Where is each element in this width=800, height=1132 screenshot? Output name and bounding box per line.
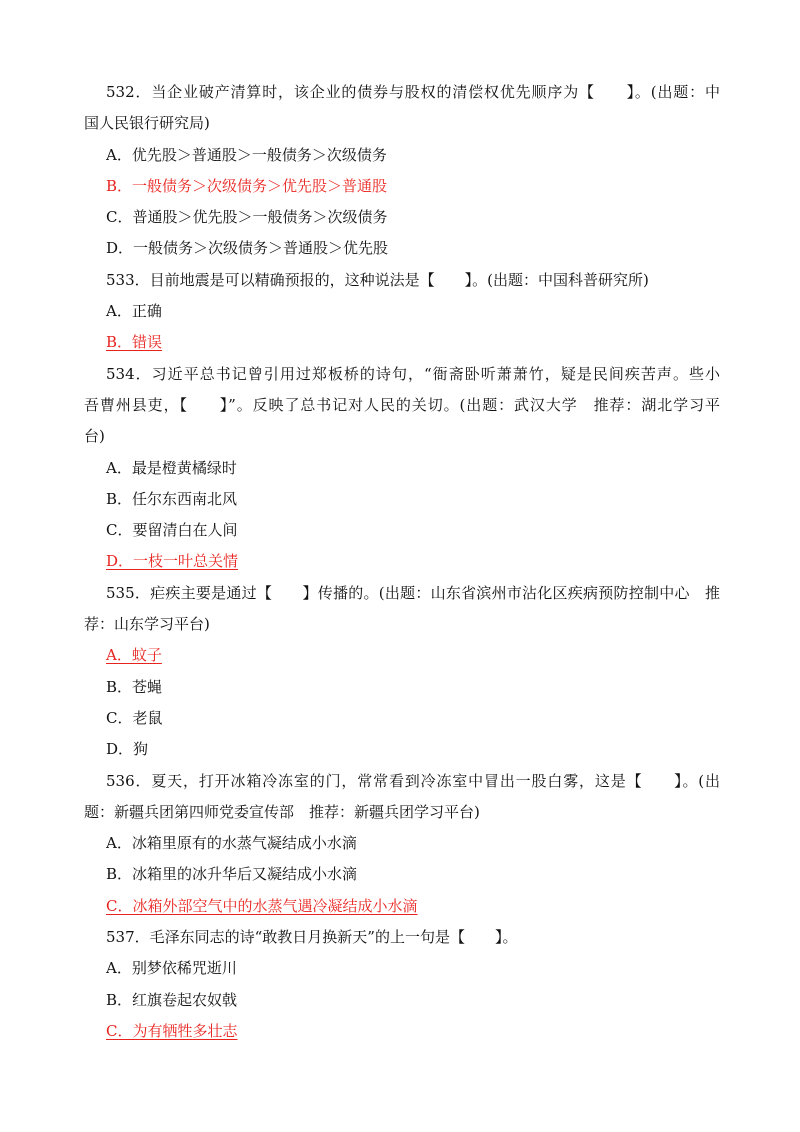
question-537-option-b: B．红旗卷起农奴戟 xyxy=(106,990,238,1009)
question-537-text: 537．毛泽东同志的诗“敢教日月换新天”的上一句是【 】。 xyxy=(106,928,518,947)
question-535-text: 535．疟疾主要是通过【 】传播的。(出题：山东省滨州市沾化区疾病预防控制中心 推 xyxy=(106,583,720,602)
question-535-option-d: D．狗 xyxy=(106,740,149,759)
question-534-option-d-answer: D．一枝一叶总关情 xyxy=(106,552,239,571)
question-536-option-b: B．冰箱里的冰升华后又凝结成小水滴 xyxy=(106,865,358,884)
question-536-text-cont: 题：新疆兵团第四师党委宣传部 推荐：新疆兵团学习平台) xyxy=(84,802,480,821)
question-535-option-b: B．苍蝇 xyxy=(106,677,163,696)
question-533-option-a: A．正确 xyxy=(106,302,162,321)
question-532-option-b-answer: B．一般债务＞次级债务＞优先股＞普通股 xyxy=(106,176,388,195)
question-532-option-c: C．普通股＞优先股＞一般债务＞次级债务 xyxy=(106,208,388,227)
question-536-option-c-answer: C．冰箱外部空气中的水蒸气遇冷凝结成小水滴 xyxy=(106,896,418,915)
question-536-option-a: A．冰箱里原有的水蒸气凝结成小水滴 xyxy=(106,834,357,853)
question-537-option-c-answer: C．为有牺牲多壮志 xyxy=(106,1021,238,1040)
question-533-option-b-answer: B．错误 xyxy=(106,333,163,352)
question-535-text-cont: 荐：山东学习平台) xyxy=(84,615,210,634)
question-536-text: 536．夏天，打开冰箱冷冻室的门，常常看到冷冻室中冒出一股白雾，这是【 】。(出 xyxy=(106,771,720,790)
question-532-option-d: D．一般债务＞次级债务＞普通股＞优先股 xyxy=(106,239,389,258)
question-537-option-a: A．别梦依稀咒逝川 xyxy=(106,959,237,978)
question-534-option-c: C．要留清白在人间 xyxy=(106,521,238,540)
question-534-text-cont-2: 台) xyxy=(84,427,105,446)
question-534-text: 534．习近平总书记曾引用过郑板桥的诗句，“衙斋卧听萧萧竹，疑是民间疾苦声。些小 xyxy=(106,364,720,383)
question-535-option-c: C．老鼠 xyxy=(106,708,163,727)
question-532-option-a: A．优先股＞普通股＞一般债务＞次级债务 xyxy=(106,145,387,164)
question-534-option-a: A．最是橙黄橘绿时 xyxy=(106,458,237,477)
question-534-text-cont: 吾曹州县吏，【 】”。反映了总书记对人民的关切。(出题：武汉大学 推荐：湖北学习平 xyxy=(84,395,720,414)
question-535-option-a-answer: A．蚊子 xyxy=(106,646,162,665)
question-534-option-b: B．任尔东西南北风 xyxy=(106,489,238,508)
question-533-text: 533．目前地震是可以精确预报的，这种说法是【 】。(出题：中国科普研究所) xyxy=(106,270,649,289)
question-532-text: 532．当企业破产清算时，该企业的债券与股权的清偿权优先顺序为【 】。(出题：中 xyxy=(106,83,720,101)
question-532-text-cont: 国人民银行研究局) xyxy=(84,114,210,133)
